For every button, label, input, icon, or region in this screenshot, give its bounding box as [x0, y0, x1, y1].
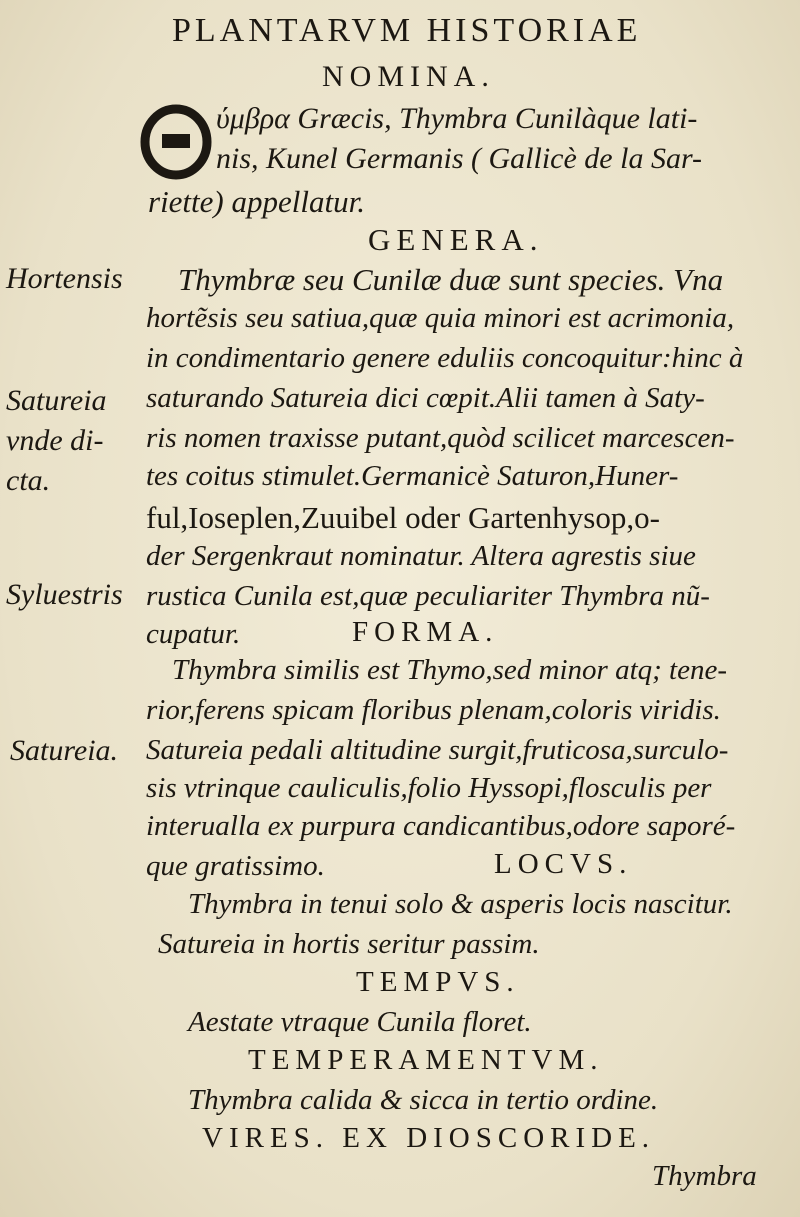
running-head: PLANTARVM HISTORIAE	[172, 12, 642, 49]
text-line: nis, Kunel Germanis ( Gallicè de la Sar-	[216, 142, 703, 175]
margin-note-cta: cta.	[6, 464, 51, 497]
margin-note-vnde-dicta: vnde di-	[6, 424, 104, 457]
text-line: saturando Satureia dici cœpit.Alii tamen à Saty-	[146, 382, 705, 414]
text-line: riette) appellatur.	[148, 184, 365, 219]
section-heading-genera: GENERA.	[368, 222, 544, 257]
section-heading-nomina: NOMINA.	[322, 60, 495, 93]
text-line: tes coitus stimulet.Germanicè Saturon,Huner-	[146, 460, 679, 492]
decorative-initial-o	[140, 104, 212, 180]
text-line: Thymbra calida & sicca in tertio ordine.	[188, 1084, 659, 1116]
margin-note-satureia: Satureia	[6, 384, 107, 417]
text-line: Satureia in hortis seritur passim.	[158, 928, 540, 960]
text-line: in condimentario genere eduliis concoquitur:hinc à	[146, 342, 744, 374]
section-heading-forma: FORMA.	[352, 616, 499, 648]
text-line: ris nomen traxisse putant,quòd scilicet marcescen-	[146, 422, 735, 454]
text-line: cupatur.	[146, 618, 241, 650]
text-line: Aestate vtraque Cunila floret.	[188, 1006, 532, 1038]
text-line: ύμβρα Græcis, Thymbra Cunilàque lati-	[216, 102, 698, 135]
text-line: interualla ex purpura candicantibus,odore saporé-	[146, 810, 736, 842]
margin-note-satureia-2: Satureia.	[10, 734, 119, 767]
catchword: Thymbra	[652, 1160, 757, 1192]
text-line: sis vtrinque cauliculis,folio Hyssopi,flosculis per	[146, 772, 712, 804]
margin-note-syluestris: Syluestris	[6, 578, 123, 611]
section-heading-temperamentum: TEMPERAMENTVM.	[248, 1044, 604, 1076]
text-line: rustica Cunila est,quæ peculiariter Thymbra nũ-	[146, 580, 710, 612]
section-heading-tempus: TEMPVS.	[356, 966, 520, 998]
text-line: Thymbra similis est Thymo,sed minor atq; tene-	[172, 654, 727, 686]
text-line: Thymbræ seu Cunilæ duæ sunt species. Vna	[178, 262, 724, 297]
margin-note-hortensis: Hortensis	[6, 262, 123, 295]
text-line: der Sergenkraut nominatur. Altera agrestis siue	[146, 540, 696, 572]
text-line: hortẽsis seu satiua,quæ quia minori est acrimonia,	[146, 302, 735, 334]
section-heading-vires: VIRES. EX DIOSCORIDE.	[202, 1122, 656, 1154]
text-line: Thymbra in tenui solo & asperis locis nascitur.	[188, 888, 733, 920]
text-line: rior,ferens spicam floribus plenam,coloris viridis.	[146, 694, 721, 726]
section-heading-locus: LOCVS.	[494, 848, 633, 880]
text-line: que gratissimo.	[146, 850, 325, 882]
text-line: ful,Ioseplen,Zuuibel oder Gartenhysop,o-	[146, 500, 660, 535]
text-line: Satureia pedali altitudine surgit,fruticosa,surculo-	[146, 734, 729, 766]
